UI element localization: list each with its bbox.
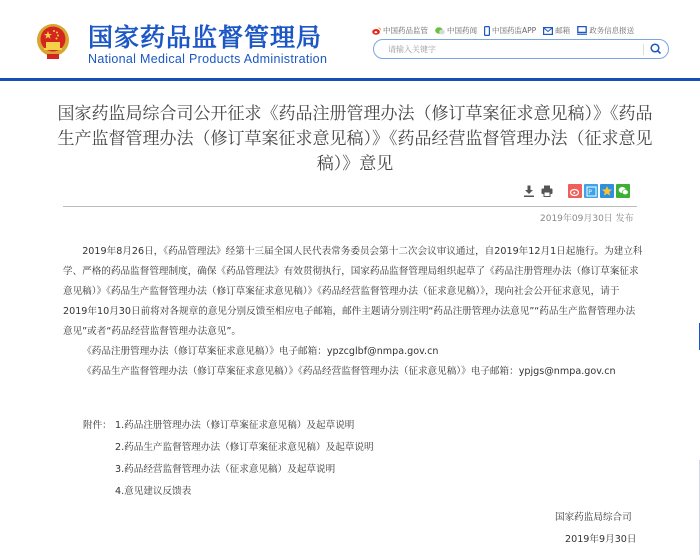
body-paragraph: 2019年8月26日，《药品管理法》经第十三届全国人民代表常务委员会第十二次会议审议通过，自2019年12月1日起施行。为建立科学、严格的药品监督管理制度，确保《药品管理法》有效贯彻执行，国家药品监督管理局组织起草了《药品注册管理办法（修订草案征求意见稿）》《药品生产监督管理办法（修订草案征求意见稿）》《药品经营监督管理办法（征求意见稿）》，现向社会公开征求意见，请于2019年10月30日前将对各规章的意见分别反馈至相应电子邮箱，邮件主题请分别注明“药品注册管理办法意见”“药品生产监督管理办法意见”或者“药品经营监督管理办法意见”。 — [63, 246, 643, 337]
national-emblem-icon[interactable] — [35, 23, 71, 61]
attachment-link[interactable]: 1.药品注册管理办法（修订草案征求意见稿）及起草说明 — [115, 420, 355, 431]
top-link-label: 邮箱 — [555, 26, 571, 35]
mail-icon — [543, 27, 553, 35]
weibo-icon — [372, 27, 381, 35]
header-divider — [0, 78, 700, 81]
top-link-mail[interactable] — [543, 25, 570, 36]
svg-text:P: P — [587, 188, 592, 196]
search-separator — [643, 44, 644, 55]
site-brand-en: National Medical Products Administration — [88, 52, 328, 66]
top-link-label: 政务信息报送 — [589, 26, 635, 35]
top-link-report[interactable] — [577, 25, 634, 36]
body-paragraph-email-2: 《药品生产监督管理办法（修订草案征求意见稿）》《药品经营监督管理办法（征求意见稿）》电子邮箱：ypjgs@nmpa.gov.cn — [82, 366, 616, 377]
top-link-wechat[interactable] — [435, 25, 477, 36]
qzone-share-icon[interactable] — [584, 184, 598, 198]
wechat-share-icon[interactable] — [616, 184, 630, 198]
top-link-weibo[interactable] — [372, 25, 428, 36]
search-box — [373, 39, 669, 59]
weibo-share-icon[interactable] — [568, 184, 582, 198]
monitor-icon — [577, 26, 587, 35]
signature: 国家药监局综合司 — [555, 512, 632, 523]
signature-date: 2019年9月30日 — [565, 534, 637, 545]
site-brand-cn[interactable]: 国家药品监督管理局 — [88, 23, 323, 52]
wechat-icon — [435, 27, 445, 35]
attachments-label: 附件： — [83, 420, 112, 431]
top-links — [372, 25, 634, 36]
title-divider — [63, 206, 637, 207]
attachment-link[interactable]: 3.药品经营监督管理办法（征求意见稿）及起草说明 — [115, 464, 336, 475]
favorite-star-icon[interactable] — [600, 184, 614, 198]
phone-icon — [484, 26, 490, 36]
article-title: 国家药监局综合司公开征求《药品注册管理办法（修订草案征求意见稿）》《药品生产监督管理办法（修订草案征求意见稿）》《药品经营监督管理办法（征求意见稿）》意见 — [57, 104, 653, 174]
attachment-link[interactable]: 2.药品生产监督管理办法（修订草案征求意见稿）及起草说明 — [115, 442, 374, 453]
attachment-link[interactable]: 4.意见建议反馈表 — [115, 486, 192, 497]
article-body — [63, 242, 643, 382]
top-link-label: 中国药监APP — [492, 26, 537, 35]
share-buttons — [568, 184, 630, 198]
attachments — [83, 415, 374, 503]
search-icon[interactable] — [649, 42, 663, 56]
top-link-label: 中国药闻 — [447, 26, 477, 35]
publish-date: 2019年09月30日 发布 — [540, 214, 634, 224]
top-link-app[interactable] — [484, 25, 536, 36]
article-tools — [522, 184, 554, 198]
top-link-label: 中国药品监管 — [383, 26, 428, 35]
download-icon[interactable] — [522, 184, 536, 198]
site-header — [0, 0, 700, 78]
print-icon[interactable] — [540, 184, 554, 198]
search-input[interactable] — [388, 42, 628, 56]
body-paragraph-email-1: 《药品注册管理办法（修订草案征求意见稿）》电子邮箱：ypzcglbf@nmpa.gov.cn — [82, 346, 439, 357]
